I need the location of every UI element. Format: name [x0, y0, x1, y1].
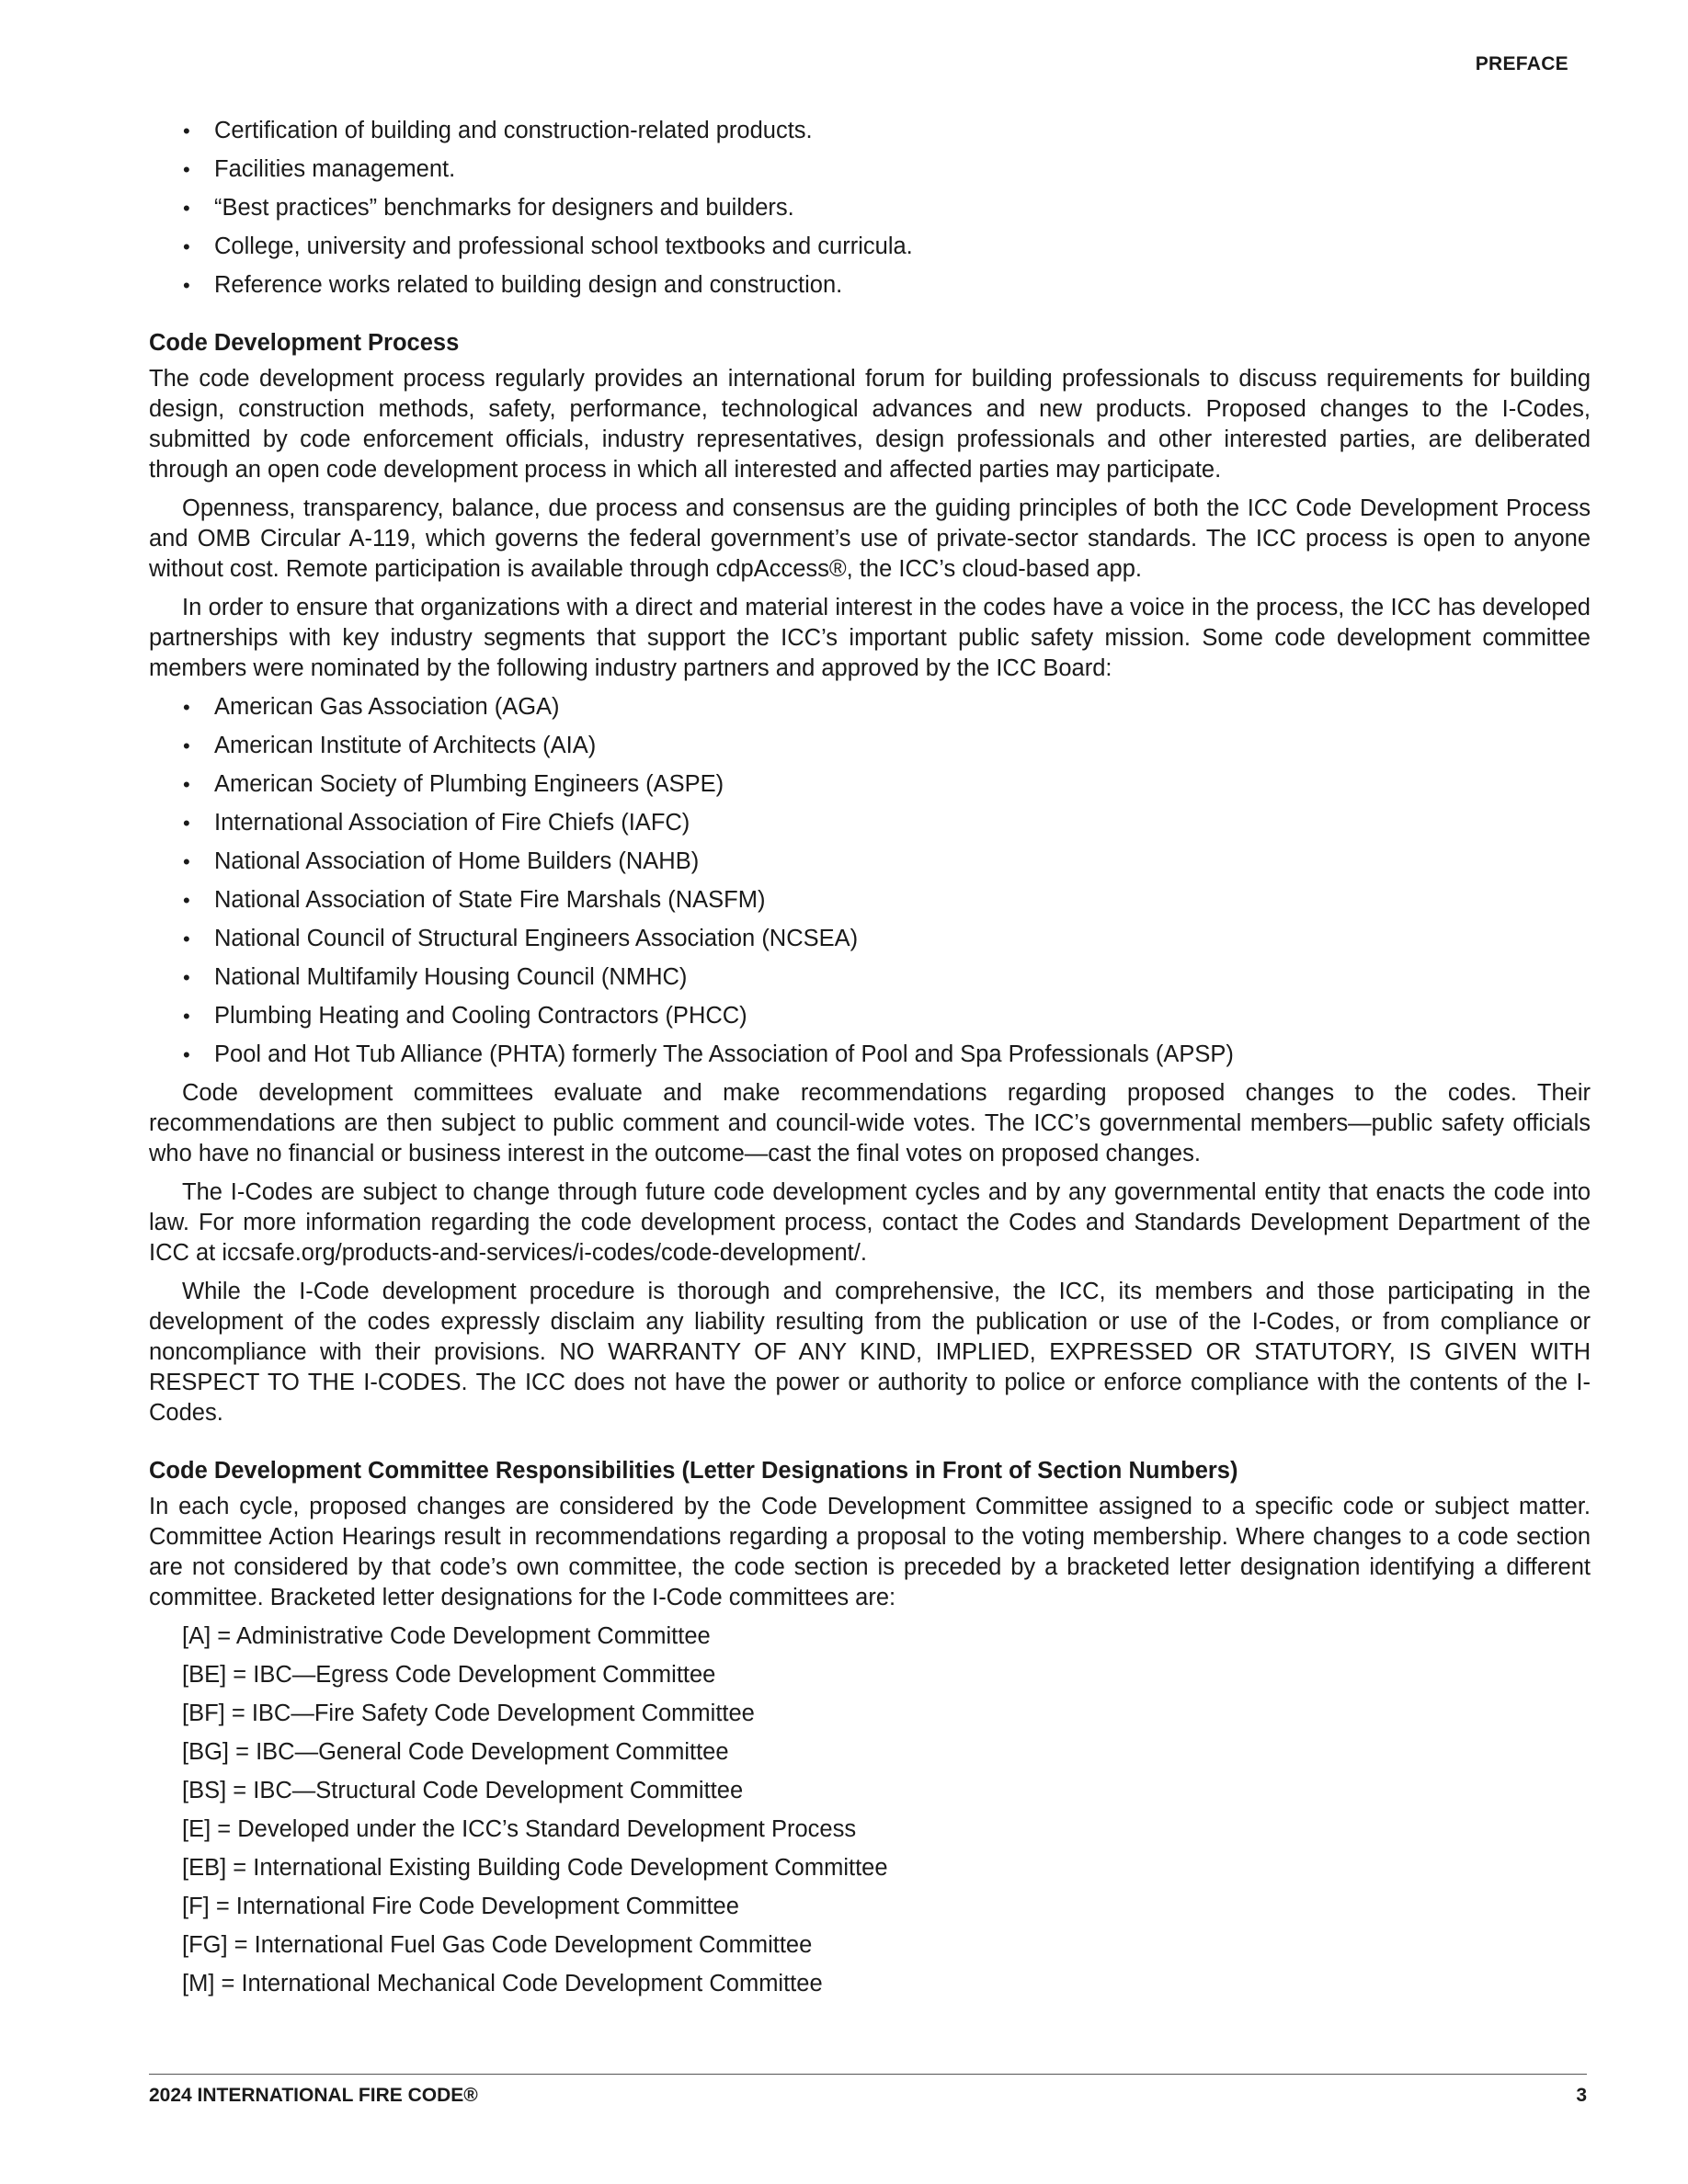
paragraph: Code development committees evaluate and make recommendations regarding proposed changes to the codes. Their recommendations are then subject to public comment and council-wide votes. The ICC’s governmental members—public safety officials who have no financial or business interest in the outcome—cast the final votes on proposed changes.	[149, 1080, 1591, 1166]
list-item: • National Council of Structural Engineers Association (NCSEA)	[149, 924, 1591, 954]
bullet-icon: •	[183, 773, 190, 796]
paragraph: The code development process regularly provides an international forum for building professionals to discuss requirements for building design, construction methods, safety, performance, technological advances and new products. Proposed changes to the I-Codes, submitted by code enforcement officials, industry representatives, design professionals and other interested parties, are deliberated through an open code development process in which all interested and affected parties may participate.	[149, 366, 1591, 483]
paragraph: In each cycle, proposed changes are considered by the Code Development Committee assigned to a specific code or subject matter. Committee Action Hearings result in recommendations regarding a proposal to the voting membership. Where changes to a code section are not considered by that code’s own committee, the code section is preceded by a bracketed letter designation identifying a different committee. Bracketed letter designations for the I-Code committees are:	[149, 1494, 1591, 1610]
bullet-icon: •	[183, 734, 190, 757]
list-item: • American Society of Plumbing Engineers (ASPE)	[149, 769, 1591, 800]
list-item: • Certification of building and construction-related products.	[149, 116, 1591, 146]
paragraph: Openness, transparency, balance, due process and consensus are the guiding principles of both the ICC Code Development Process and OMB Circular A-119, which governs the federal government’s use of private-sector standards. The ICC process is open to anyone without cost. Remote participation is available through cdpAccess®, the ICC’s cloud-based app.	[149, 495, 1591, 582]
list-item: • American Gas Association (AGA)	[149, 692, 1591, 722]
running-header: PREFACE	[1475, 53, 1568, 74]
section-heading-code-development: Code Development Process	[149, 330, 460, 356]
page-number: 3	[1576, 2085, 1587, 2106]
list-item: • College, university and professional school textbooks and curricula.	[149, 232, 1591, 262]
list-item: • National Association of Home Builders (NAHB)	[149, 847, 1591, 877]
letter-designation-list	[149, 1621, 1591, 1999]
list-item: [BS] = IBC—Structural Code Development Committee	[182, 1778, 744, 1803]
bullet-icon: •	[183, 235, 190, 258]
list-item: [FG] = International Fuel Gas Code Development Committee	[182, 1932, 813, 1958]
bullet-icon: •	[183, 927, 190, 950]
bullet-icon: •	[183, 966, 190, 989]
bullet-icon: •	[183, 1005, 190, 1028]
footer-title: 2024 INTERNATIONAL FIRE CODE®	[149, 2085, 478, 2106]
list-item: [BF] = IBC—Fire Safety Code Development Committee	[182, 1701, 755, 1726]
bullet-icon: •	[183, 1043, 190, 1066]
bullet-icon: •	[183, 119, 190, 142]
list-item: • American Institute of Architects (AIA)	[149, 731, 1591, 761]
page-body	[149, 116, 1591, 2008]
list-item: • Reference works related to building design and construction.	[149, 270, 1591, 301]
bullet-icon: •	[183, 812, 190, 835]
intro-bullet-list	[149, 116, 1591, 301]
bullet-icon: •	[183, 889, 190, 912]
list-item: [EB] = International Existing Building Code Development Committee	[182, 1855, 888, 1881]
list-item: [A] = Administrative Code Development Committee	[182, 1623, 711, 1649]
paragraph: In order to ensure that organizations with a direct and material interest in the codes have a voice in the process, the ICC has developed partnerships with key industry segments that support the ICC’s important public safety mission. Some code development committee members were nominated by the following industry partners and approved by the ICC Board:	[149, 595, 1591, 681]
bullet-icon: •	[183, 158, 190, 181]
bullet-icon: •	[183, 274, 190, 297]
list-item: [F] = International Fire Code Development Committee	[182, 1894, 739, 1919]
list-item: • Facilities management.	[149, 154, 1591, 185]
list-item: [M] = International Mechanical Code Development Committee	[182, 1971, 823, 1996]
list-item: • Plumbing Heating and Cooling Contractors (PHCC)	[149, 1001, 1591, 1031]
bullet-icon: •	[183, 696, 190, 719]
paragraph: The I-Codes are subject to change through future code development cycles and by any governmental entity that enacts the code into law. For more information regarding the code development process, contact the Codes and Standards Development Department of the ICC at iccsafe.org/products-and-services/i-codes/code-development/.	[149, 1179, 1591, 1266]
list-item: • “Best practices” benchmarks for designers and builders.	[149, 193, 1591, 223]
list-item: [E] = Developed under the ICC’s Standard Development Process	[182, 1816, 857, 1842]
list-item: • National Association of State Fire Marshals (NASFM)	[149, 885, 1591, 916]
list-item: • National Multifamily Housing Council (NMHC)	[149, 962, 1591, 993]
paragraph: While the I-Code development procedure is thorough and comprehensive, the ICC, its members and those participating in the development of the codes expressly disclaim any liability resulting from the publication or use of the I-Codes, or from compliance or noncompliance with their provisions. NO WARRANTY OF ANY KIND, IMPLIED, EXPRESSED OR STATUTORY, IS GIVEN WITH RESPECT TO THE I-CODES. The ICC does not have the power or authority to police or enforce compliance with the contents of the I-Codes.	[149, 1279, 1591, 1426]
industry-partner-list	[149, 692, 1591, 1070]
footer-divider	[149, 2074, 1587, 2075]
bullet-icon: •	[183, 197, 190, 220]
list-item: • Pool and Hot Tub Alliance (PHTA) formerly The Association of Pool and Spa Professionals (APSP)	[149, 1040, 1591, 1070]
list-item: [BG] = IBC—General Code Development Committee	[182, 1739, 729, 1765]
list-item: [BE] = IBC—Egress Code Development Committee	[182, 1662, 716, 1688]
section-heading-committee-responsibilities: Code Development Committee Responsibilities (Letter Designations in Front of Section Numbers)	[149, 1458, 1238, 1484]
bullet-icon: •	[183, 850, 190, 873]
list-item: • International Association of Fire Chiefs (IAFC)	[149, 808, 1591, 838]
